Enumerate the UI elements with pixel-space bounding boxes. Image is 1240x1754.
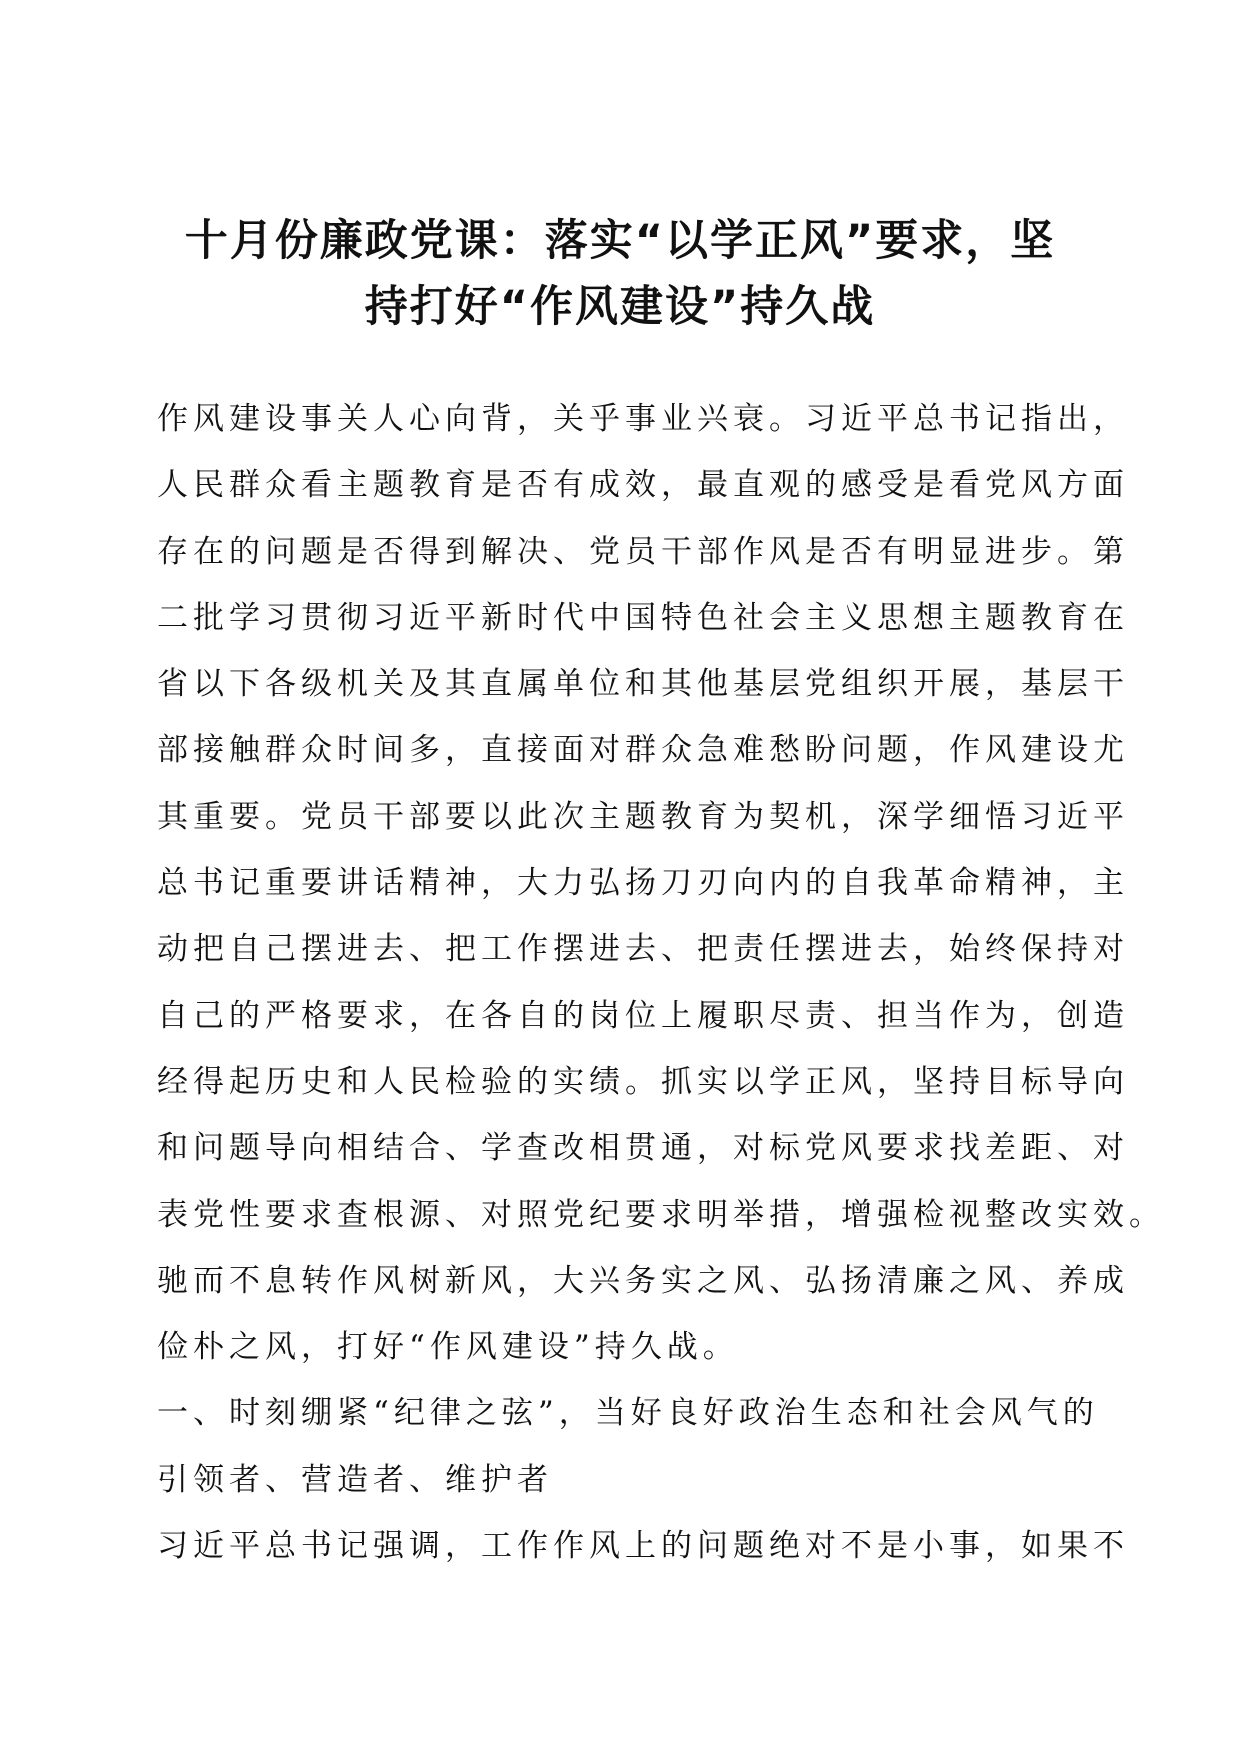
body-line: 俭朴之风，打好“作风建设”持久战。	[157, 1329, 739, 1366]
body-line: 存在的问题是否得到解决、党员干部作风是否有明显进步。第	[157, 533, 1129, 570]
body-line: 部接触群众时间多，直接面对群众急难愁盼问题，作风建设尤	[157, 732, 1129, 769]
body-line: 二批学习贯彻习近平新时代中国特色社会主义思想主题教育在	[157, 599, 1129, 636]
body-line: 经得起历史和人民检验的实绩。抓实以学正风，坚持目标导向	[157, 1063, 1129, 1100]
body-line: 动把自己摆进去、把工作摆进去、把责任摆进去，始终保持对	[157, 931, 1129, 968]
body-line: 总书记重要讲话精神，大力弘扬刀刃向内的自我革命精神，主	[157, 865, 1129, 902]
section-heading-line: 一、时刻绷紧“纪律之弦”，当好良好政治生态和社会风气的	[157, 1395, 1099, 1432]
body-line: 其重要。党员干部要以此次主题教育为契机，深学细悟习近平	[157, 798, 1129, 835]
document-body	[157, 386, 1165, 1579]
document-title	[150, 208, 1090, 340]
body-line: 人民群众看主题教育是否有成效，最直观的感受是看党风方面	[157, 467, 1129, 504]
body-line: 和问题导向相结合、学查改相贯通，对标党风要求找差距、对	[157, 1130, 1129, 1167]
title-line-2: 持打好“作风建设”持久战	[364, 282, 876, 332]
title-line-1: 十月份廉政党课：落实“以学正风”要求，坚	[184, 216, 1056, 266]
body-line: 作风建设事关人心向背，关乎事业兴衰。习近平总书记指出，	[157, 401, 1129, 437]
body-line: 自己的严格要求，在各自的岗位上履职尽责、担当作为，创造	[157, 997, 1129, 1034]
body-line: 省以下各级机关及其直属单位和其他基层党组织开展，基层干	[157, 666, 1129, 703]
section-heading-line: 引领者、营造者、维护者	[157, 1461, 553, 1498]
body-line: 习近平总书记强调，工作作风上的问题绝对不是小事，如果不	[157, 1528, 1129, 1565]
body-line: 驰而不息转作风树新风，大兴务实之风、弘扬清廉之风、养成	[157, 1262, 1129, 1299]
body-line: 表党性要求查根源、对照党纪要求明举措，增强检视整改实效。	[157, 1196, 1165, 1233]
